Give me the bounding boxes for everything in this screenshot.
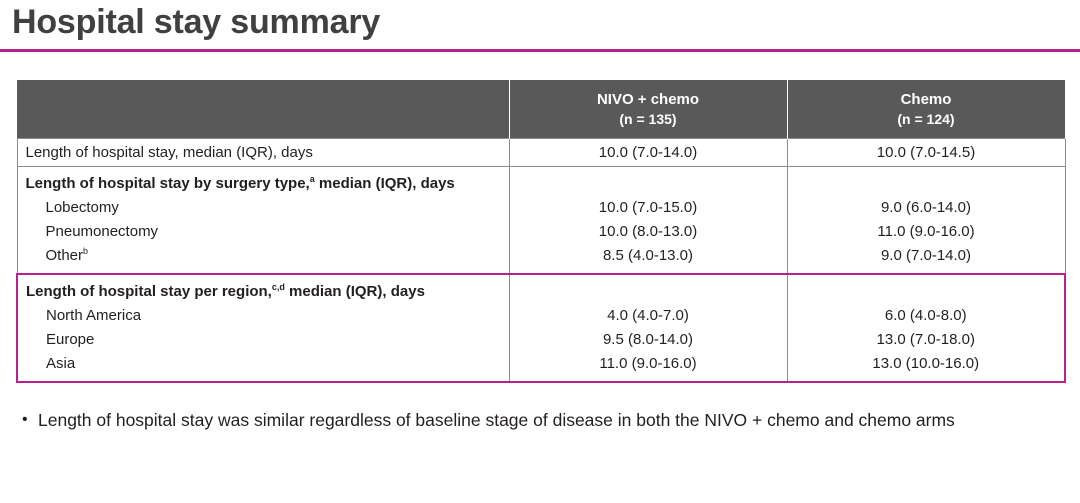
spacer-line bbox=[796, 172, 1057, 196]
group-item-asia-label: Asia bbox=[46, 355, 76, 373]
table-header-row bbox=[17, 80, 1065, 138]
group-item-other-label: Other bbox=[45, 247, 84, 265]
bullet-text: Length of hospital stay was similar regardless of baseline stage of disease in both the NIVO + chemo and chemo arms bbox=[38, 410, 955, 431]
value-nivo-pneumonectomy: 10.0 (8.0-13.0) bbox=[598, 223, 698, 241]
value-nivo-europe: 9.5 (8.0-14.0) bbox=[602, 331, 694, 349]
column-header-blank bbox=[17, 80, 509, 138]
value-chemo-other: 9.0 (7.0-14.0) bbox=[880, 247, 972, 265]
column-header-nivo-chemo-n: (n = 135) bbox=[619, 110, 677, 127]
spacer-line bbox=[796, 280, 1057, 304]
column-header-nivo-chemo bbox=[509, 80, 787, 138]
group-heading-region bbox=[26, 280, 501, 304]
bullet-list bbox=[0, 383, 1080, 433]
group-item-pneumonectomy bbox=[26, 220, 501, 244]
group-item-lobectomy-label: Lobectomy bbox=[45, 199, 119, 217]
group-item-north-america-label: North America bbox=[46, 307, 142, 325]
value-nivo-other: 8.5 (4.0-13.0) bbox=[602, 247, 694, 265]
row-label-total-stay: Length of hospital stay, median (IQR), days bbox=[17, 139, 509, 167]
group-item-lobectomy bbox=[26, 196, 501, 220]
value-chemo-europe: 13.0 (7.0-18.0) bbox=[876, 331, 975, 349]
group-item-europe bbox=[26, 328, 501, 352]
group-heading-surgery-type bbox=[26, 172, 501, 196]
value-chemo-north-america: 6.0 (4.0-8.0) bbox=[884, 307, 967, 325]
footnote-marker-a: a bbox=[309, 174, 315, 185]
row-group-region bbox=[17, 274, 509, 382]
hospital-stay-table bbox=[16, 80, 1066, 383]
row-values-nivo-surgery-type bbox=[509, 167, 787, 275]
table-container bbox=[0, 52, 1080, 383]
table-body bbox=[17, 139, 1065, 383]
page-title: Hospital stay summary bbox=[12, 3, 381, 41]
table-row bbox=[17, 167, 1065, 275]
group-heading-region-text: Length of hospital stay per region, bbox=[26, 283, 272, 301]
value-nivo-lobectomy: 10.0 (7.0-15.0) bbox=[598, 199, 698, 217]
list-item bbox=[22, 409, 1062, 433]
row-value-nivo-total-stay: 10.0 (7.0-14.0) bbox=[509, 139, 787, 167]
group-item-pneumonectomy-label: Pneumonectomy bbox=[45, 223, 159, 241]
group-item-north-america bbox=[26, 304, 501, 328]
value-nivo-north-america: 4.0 (4.0-7.0) bbox=[607, 307, 689, 325]
group-item-europe-label: Europe bbox=[46, 331, 95, 349]
row-values-chemo-surgery-type bbox=[787, 167, 1065, 275]
footnote-marker-cd: c,d bbox=[271, 282, 285, 293]
spacer-line bbox=[518, 280, 779, 304]
row-value-chemo-total-stay: 10.0 (7.0-14.5) bbox=[787, 139, 1065, 167]
group-heading-surgery-type-text: Length of hospital stay by surgery type, bbox=[25, 175, 310, 193]
row-group-surgery-type bbox=[17, 167, 509, 275]
group-heading-region-tail: median (IQR), days bbox=[284, 283, 425, 301]
group-item-asia bbox=[26, 352, 501, 376]
spacer-line bbox=[518, 172, 779, 196]
column-header-chemo-n: (n = 124) bbox=[897, 110, 955, 127]
bullet-dot-icon: • bbox=[22, 411, 28, 429]
table-row bbox=[17, 139, 1065, 167]
column-header-nivo-chemo-label: NIVO + chemo bbox=[596, 91, 700, 109]
value-chemo-pneumonectomy: 11.0 (9.0-16.0) bbox=[877, 223, 975, 241]
group-heading-surgery-type-tail: median (IQR), days bbox=[314, 175, 455, 193]
value-nivo-asia: 11.0 (9.0-16.0) bbox=[599, 355, 697, 373]
value-chemo-lobectomy: 9.0 (6.0-14.0) bbox=[880, 199, 972, 217]
value-chemo-asia: 13.0 (10.0-16.0) bbox=[872, 355, 980, 373]
group-item-other bbox=[26, 244, 501, 268]
column-header-chemo-label: Chemo bbox=[900, 91, 952, 109]
column-header-chemo bbox=[787, 80, 1065, 138]
footnote-marker-b: b bbox=[83, 246, 89, 257]
table-header bbox=[17, 80, 1065, 138]
row-values-chemo-region bbox=[787, 274, 1065, 382]
row-values-nivo-region bbox=[509, 274, 787, 382]
table-row-highlighted bbox=[17, 274, 1065, 382]
